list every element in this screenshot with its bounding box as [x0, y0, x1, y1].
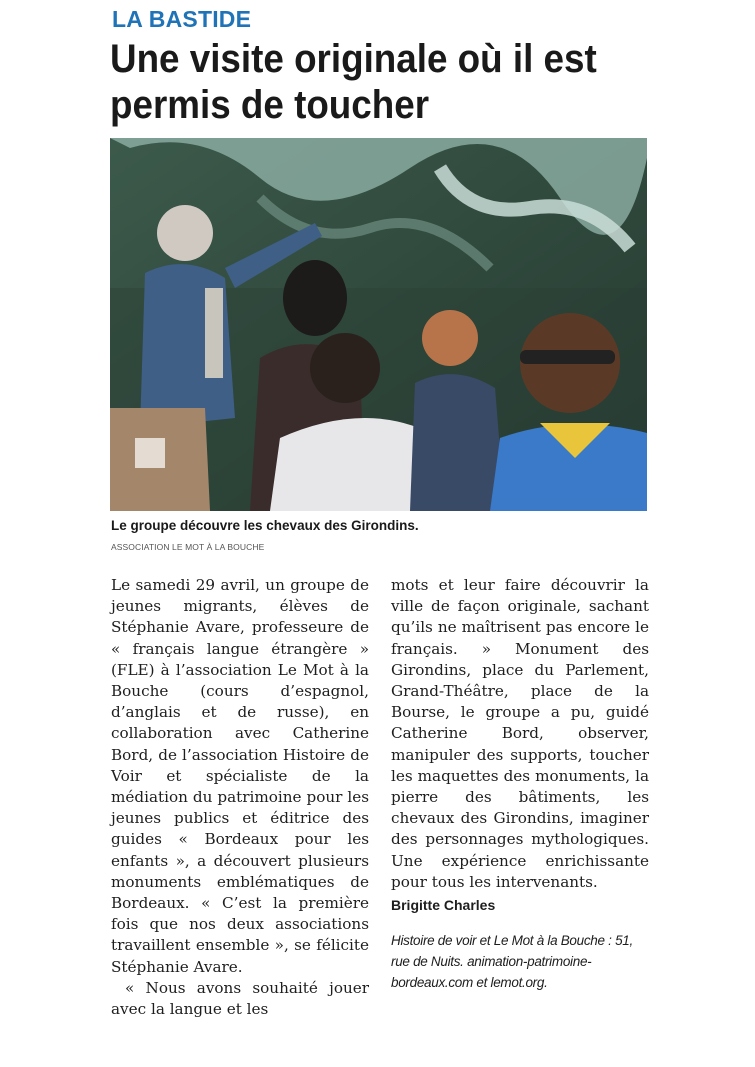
article-paragraph-2-end: mots et leur faire découvrir la ville de façon originale, sachant qu’ils ne maîtrisent pas encore le français. » Monument des Girondins, place du Parlement, Grand-Théâtre, place de la Bourse, le groupe a pu, guidé Catherine Bord, observer, manipuler des supports, toucher les maquettes des monuments, la pierre des bâtiments, les chevaux des Girondins, imaginer des personnages mythologiques. Une expérience enrichissante pour tous les intervenants. — [391, 576, 649, 891]
contact-info: Histoire de voir et Le Mot à la Bouche : 51, rue de Nuits. animation-patrimoine-bordeaux.com et lemot.org. — [391, 933, 633, 991]
kicker: LA BASTIDE — [112, 6, 252, 32]
article-paragraph-2-start: « Nous avons souhaité jouer avec la langue et les — [111, 978, 369, 1019]
article-paragraph-1: Le samedi 29 avril, un groupe de jeunes migrants, élèves de Stéphanie Avare, professeure de « français langue étrangère » (FLE) à l’association Le Mot à la Bouche (cours d’espagnol, d’anglais et de russe), en collaboration avec Catherine Bord, de l’association Histoire de Voir et spécialiste de la médiation du patrimoine pour les jeunes publics et éditrice des guides « Bordeaux pour les enfants », a découvert plusieurs monuments emblématiques de Bordeaux. « C’est la première fois que nos deux associations travaillent ensemble », se félicite Stéphanie Avare. — [111, 576, 369, 976]
photo-credit: ASSOCIATION LE MOT À LA BOUCHE — [111, 542, 265, 552]
article-column-right — [391, 575, 649, 993]
author: Brigitte Charles — [391, 897, 496, 914]
headline: Une visite originale où il est permis de toucher — [110, 37, 597, 127]
photo-caption: Le groupe découvre les chevaux des Girondins. — [111, 518, 419, 533]
article-column-left — [111, 575, 369, 1020]
article-photo — [110, 138, 647, 511]
